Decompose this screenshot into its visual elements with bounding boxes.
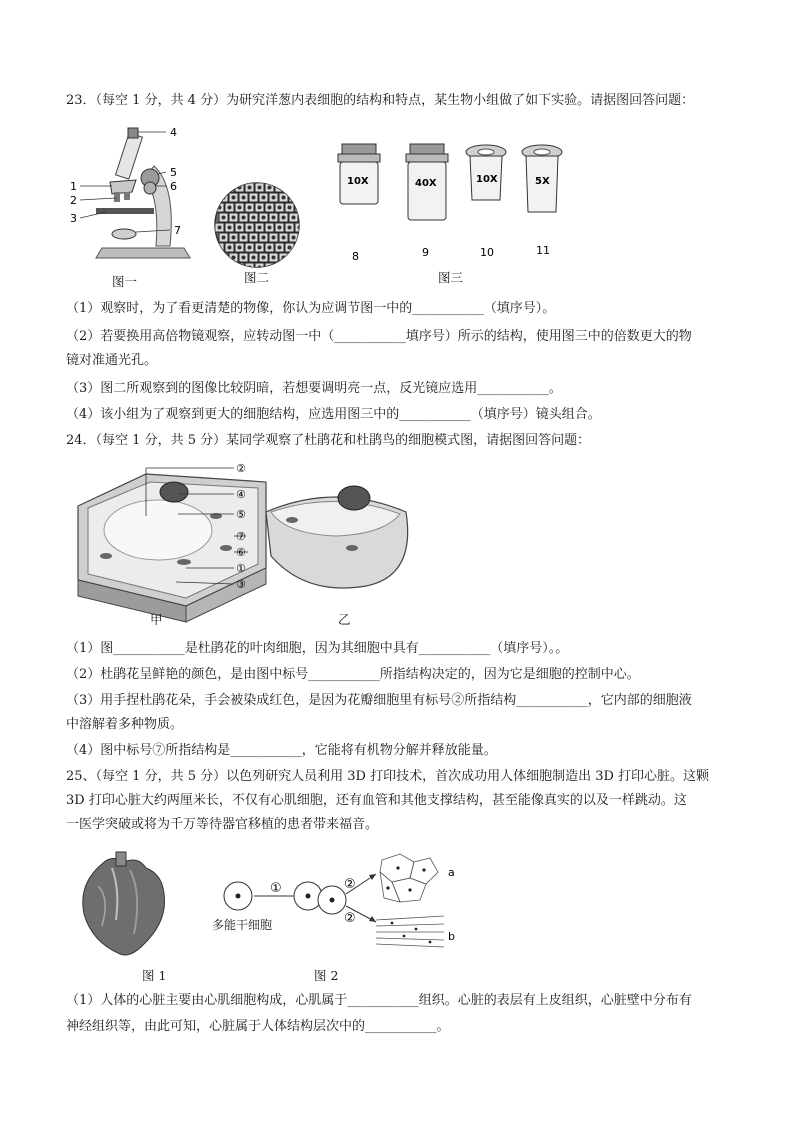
onion-cell-nucleus (278, 266, 282, 270)
lens-10-magnification: 10X (476, 174, 498, 185)
onion-cell-nucleus (262, 236, 266, 240)
onion-cell-nucleus (292, 236, 296, 240)
onion-cell-nucleus (218, 226, 222, 230)
onion-cell-nucleus (288, 206, 292, 210)
onion-cell-nucleus (258, 206, 262, 210)
onion-cell-nucleus (272, 216, 276, 220)
onion-cell (289, 193, 298, 202)
lens-11-magnification: 5X (535, 176, 550, 187)
cell-label-3: ③ (236, 578, 246, 591)
onion-cell-nucleus (232, 236, 236, 240)
lens-figure (330, 140, 570, 264)
microscope-view-figure (212, 180, 302, 270)
cell-label-6: ⑥ (236, 546, 246, 559)
q25-stem-line3: 一医学突破或将为千万等待器官移植的患者带来福音。 (66, 817, 379, 832)
onion-cell-nucleus (272, 236, 276, 240)
onion-cell-nucleus (228, 246, 232, 250)
onion-cell-nucleus (258, 186, 262, 190)
onion-cell-nucleus (238, 206, 242, 210)
cell-caption-yi: 乙 (338, 612, 351, 627)
cell-label-7: ⑦ (236, 530, 246, 543)
onion-cell (285, 183, 294, 192)
onion-cell-nucleus (268, 226, 272, 230)
objective-lens-10x (338, 144, 380, 204)
onion-cell-nucleus (252, 236, 256, 240)
onion-cell-nucleus (302, 236, 303, 240)
onion-cell-nucleus (258, 226, 262, 230)
onion-cell (299, 253, 302, 262)
q23-part2-line1: （2）若要换用高倍物镜观察，应转动图一中（___________填序号）所示的结构，使用图三中的倍数更大的物 (66, 329, 692, 344)
microscope-label-7: 7 (174, 224, 181, 237)
q23-part3: （3）图二所观察到的图像比较阴暗，若想要调明亮一点，反光镜应选用___________。 (66, 381, 562, 396)
onion-cell-nucleus (292, 256, 296, 260)
onion-cell-nucleus (238, 266, 242, 270)
q23-part1: （1）观察时，为了看更清楚的物像，你认为应调节图一中的___________（填序号）。 (66, 301, 556, 316)
onion-cell (225, 263, 234, 270)
step-1-label: ① (270, 881, 282, 896)
onion-cell-grid (215, 183, 302, 270)
tissue-b-fibers (376, 916, 444, 947)
lens-8-magnification: 10X (347, 176, 369, 187)
step-2b-label: ② (344, 911, 356, 926)
onion-cell (215, 263, 224, 270)
microscope-label-5: 5 (170, 166, 177, 179)
onion-cell-nucleus (242, 236, 246, 240)
onion-cell-nucleus (288, 266, 292, 270)
onion-cell-nucleus (282, 216, 286, 220)
onion-cell-nucleus (228, 206, 232, 210)
onion-cell-nucleus (292, 216, 296, 220)
lens-9-magnification: 40X (415, 178, 437, 189)
onion-cell-nucleus (268, 246, 272, 250)
onion-cell-nucleus (228, 226, 232, 230)
onion-cell-nucleus (258, 246, 262, 250)
onion-cell-nucleus (222, 216, 226, 220)
onion-cell-nucleus (292, 196, 296, 200)
q23-part2-line2: 镜对准通光孔。 (66, 353, 158, 368)
animal-cell (266, 486, 408, 588)
onion-cell-nucleus (228, 186, 232, 190)
cell-models-figure (66, 456, 416, 628)
onion-cell (289, 253, 298, 262)
onion-cell-nucleus (248, 206, 252, 210)
lens-number-10: 10 (480, 246, 494, 259)
onion-cell-nucleus (222, 236, 226, 240)
fig3-caption: 图三 (438, 270, 464, 285)
onion-cell-nucleus (282, 196, 286, 200)
q23-part4: （4）该小组为了观察到更大的细胞结构，应选用图三中的___________（填序号）镜头组合。 (66, 407, 601, 422)
onion-cell-nucleus (252, 256, 256, 260)
q24-part2: （2）杜鹃花呈鲜艳的颜色，是由图中标号___________所指结构决定的，因为它是细胞的控制中心。 (66, 667, 640, 682)
onion-cell (219, 193, 228, 202)
stem-cell-figure (216, 850, 462, 958)
onion-cell-nucleus (268, 186, 272, 190)
microscope-label-2: 2 (70, 194, 77, 207)
onion-cell-nucleus (298, 266, 302, 270)
onion-cell-nucleus (248, 246, 252, 250)
onion-cell (235, 263, 244, 270)
onion-cell-nucleus (242, 196, 246, 200)
tissue-a-label: a (448, 866, 455, 879)
lens-number-8: 8 (352, 250, 359, 263)
q25-fig1-caption: 图 1 (142, 968, 167, 983)
onion-cell-nucleus (302, 196, 303, 200)
onion-cell-nucleus (278, 246, 282, 250)
cell-caption-jia: 甲 (150, 612, 163, 627)
3d-heart-figure (72, 850, 182, 962)
onion-cell-nucleus (298, 206, 302, 210)
cell-label-1: ① (236, 562, 246, 575)
q25-part1-line2: 神经组织等，由此可知，心脏属于人体结构层次中的___________。 (66, 1019, 450, 1034)
onion-cell (295, 263, 302, 270)
onion-cell (295, 243, 302, 252)
q24-part4: （4）图中标号⑦所指结构是___________，它能将有机物分解并释放能量。 (66, 743, 497, 758)
onion-cell-nucleus (238, 246, 242, 250)
onion-cell-nucleus (218, 186, 222, 190)
onion-cell-nucleus (222, 256, 226, 260)
onion-cell-nucleus (238, 226, 242, 230)
tissue-a-cells (380, 854, 438, 902)
objective-lens-40x (406, 144, 448, 220)
cell-label-4: ④ (236, 488, 246, 501)
onion-cell-nucleus (278, 226, 282, 230)
onion-cell-nucleus (232, 216, 236, 220)
step-2a-label: ② (344, 877, 356, 892)
cell-label-2: ② (236, 462, 246, 475)
onion-cell-nucleus (272, 196, 276, 200)
onion-cell-nucleus (298, 246, 302, 250)
onion-cell-nucleus (268, 206, 272, 210)
q24-part1: （1）图___________是杜鹃花的叶肉细胞，因为其细胞中具有___________（填序号）。。 (66, 641, 569, 656)
fig1-caption: 图一 (112, 274, 138, 289)
onion-cell-nucleus (262, 216, 266, 220)
onion-cell-nucleus (302, 216, 303, 220)
onion-cell (285, 263, 294, 270)
cell-label-5: ⑤ (236, 508, 246, 521)
onion-cell-nucleus (242, 216, 246, 220)
fig2-caption: 图二 (244, 270, 270, 285)
onion-cell-nucleus (298, 186, 302, 190)
q23-stem: 23．（每空 1 分，共 4 分）为研究洋葱内表细胞的结构和特点，某生物小组做了如下实验。请据图回答问题： (66, 93, 695, 108)
q25-stem-line2: 3D 打印心脏大约两厘米长，不仅有心肌细胞，还有血管和其他支撑结构，甚至能像真实的以及一样跳动。这 (66, 793, 687, 808)
onion-cell-nucleus (232, 196, 236, 200)
onion-cell-nucleus (272, 256, 276, 260)
q25-fig2-caption: 图 2 (314, 968, 339, 983)
microscope-figure (66, 126, 206, 266)
microscope-label-6: 6 (170, 180, 177, 193)
onion-cell-nucleus (282, 236, 286, 240)
eyepiece-lens-5x (522, 145, 562, 212)
onion-cell-nucleus (288, 186, 292, 190)
lens-number-11: 11 (536, 244, 550, 257)
onion-cell-nucleus (262, 256, 266, 260)
q25-stem-line1: 25、（每空 1 分，共 5 分）以色列研究人员利用 3D 打印技术，首次成功用人体细胞制造出 3D 打印心脏。这颗 (66, 769, 710, 784)
lens-number-9: 9 (422, 246, 429, 259)
onion-cell-nucleus (252, 196, 256, 200)
onion-cell-nucleus (278, 206, 282, 210)
onion-cell-nucleus (288, 226, 292, 230)
onion-cell-nucleus (248, 186, 252, 190)
q24-stem: 24．（每空 1 分，共 5 分）某同学观察了杜鹃花和杜鹃鸟的细胞模式图，请据图回答问题： (66, 433, 591, 448)
microscope-label-1: 1 (70, 180, 77, 193)
onion-cell-nucleus (218, 266, 222, 270)
microscope-label-4: 4 (170, 126, 177, 139)
onion-cell (295, 183, 302, 192)
onion-cell (295, 203, 302, 212)
microscope-label-3: 3 (70, 212, 77, 225)
q24-part3-line2: 中溶解着多种物质。 (66, 717, 184, 732)
onion-cell-nucleus (242, 256, 246, 260)
q25-part1-line1: （1）人体的心脏主要由心肌细胞构成，心肌属于___________组织。心脏的表层有上皮组织，心脏壁中分布有 (66, 993, 692, 1008)
onion-cell-nucleus (302, 256, 303, 260)
onion-cell-nucleus (262, 196, 266, 200)
onion-cell-nucleus (228, 266, 232, 270)
eyepiece-lens-10x (466, 145, 506, 200)
stem-cell-label: 多能干细胞 (212, 918, 273, 932)
onion-cell (215, 183, 224, 192)
onion-cell-nucleus (288, 246, 292, 250)
q24-part3-line1: （3）用手捏杜鹃花朵，手会被染成红色，是因为花瓣细胞里有标号②所指结构___________，它内部的细胞液 (66, 693, 692, 708)
onion-cell (275, 263, 284, 270)
onion-cell (299, 233, 302, 242)
onion-cell (299, 193, 302, 202)
onion-cell-nucleus (248, 226, 252, 230)
tissue-b-label: b (448, 930, 455, 943)
onion-cell-nucleus (252, 216, 256, 220)
